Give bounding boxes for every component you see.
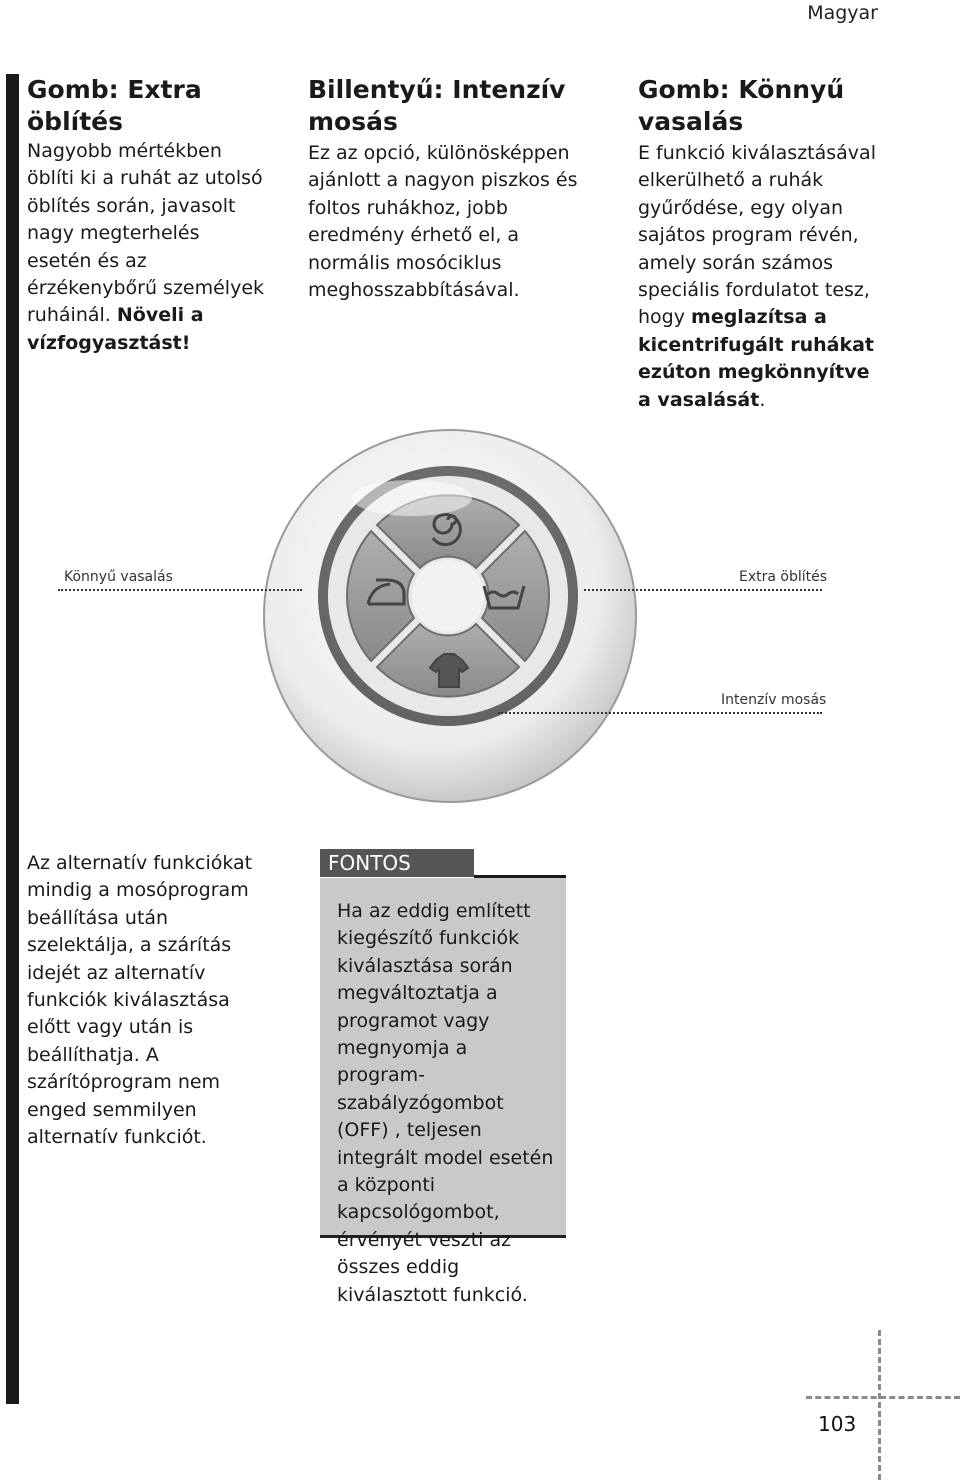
- callout-easy-iron: Könnyű vasalás: [64, 569, 173, 585]
- section-text: Ez az opció, különösképpen ajánlott a nagyon piszkos és foltos ruhákhoz, jobb eredmény érhető el, a normális mosóciklus meghosszabbításával.: [308, 142, 578, 302]
- section-title: Gomb: Extra öblítés: [27, 75, 202, 136]
- section-text: Nagyobb mértékben öblíti ki a ruhát az utolsó öblítés során, javasolt nagy megterhelés esetén és az érzékenybőrű személyek ruháinál. Növeli a vízfogyasztást!: [27, 140, 265, 354]
- section-extra-rinse: [27, 74, 267, 357]
- callout-intensive-wash: Intenzív mosás: [721, 692, 827, 708]
- section-text: E funkció kiválasztásával elkerülhető a ruhák gyűrődése, egy olyan sajátos program révén, amely során számos speciális fordulatot tesz, hogy meglazítsa a kicentrifugált ruhákat ezúton megkönnyítve a vasalását.: [638, 142, 876, 411]
- knob-highlight: [352, 480, 472, 516]
- language-label: Magyar: [807, 2, 878, 24]
- section-title: Billentyű: Intenzív mosás: [308, 75, 566, 136]
- important-text: Ha az eddig említett kiegészítő funkciók kiválasztása során megváltoztatja a programot vagy megnyomja a program-szabályzógombot (OFF) , teljesen integrált model esetén a központi kapcsológombot, érvényét veszti az összes eddig kiválasztott funkció.: [320, 878, 566, 1238]
- callout-line-easy-iron: [58, 589, 302, 591]
- callout-line-intensive-wash: [498, 712, 822, 714]
- crop-mark-vertical: [878, 1330, 881, 1480]
- control-knob-figure: [262, 428, 638, 804]
- section-easy-iron: [638, 74, 888, 414]
- important-notice: [320, 849, 566, 1306]
- section-intensive-wash: [308, 74, 578, 304]
- important-label: FONTOS: [320, 849, 474, 877]
- section-text-bold: meglazítsa a kicentrifugált ruhákat ezúton megkönnyítve a vasalását: [638, 306, 874, 411]
- alternative-functions-note: Az alternatív funkciókat mindig a mosóprogram beállítása után szelektálja, a szárítás idejét az alternatív funkciók kiválasztása előtt vagy után is beállíthatja. A szárítóprogram nem enged semmilyen alternatív funkciót.: [27, 852, 253, 1149]
- knob-center: [412, 560, 484, 632]
- left-margin-bar: [6, 74, 19, 1404]
- section-title: Gomb: Könnyű vasalás: [638, 75, 845, 136]
- page-number: 103: [818, 1412, 857, 1436]
- callout-extra-rinse: Extra öblítés: [739, 569, 828, 585]
- section-text-bold: Növeli a vízfogyasztást!: [27, 304, 204, 354]
- callout-line-extra-rinse: [584, 589, 822, 591]
- crop-mark-horizontal: [806, 1396, 960, 1399]
